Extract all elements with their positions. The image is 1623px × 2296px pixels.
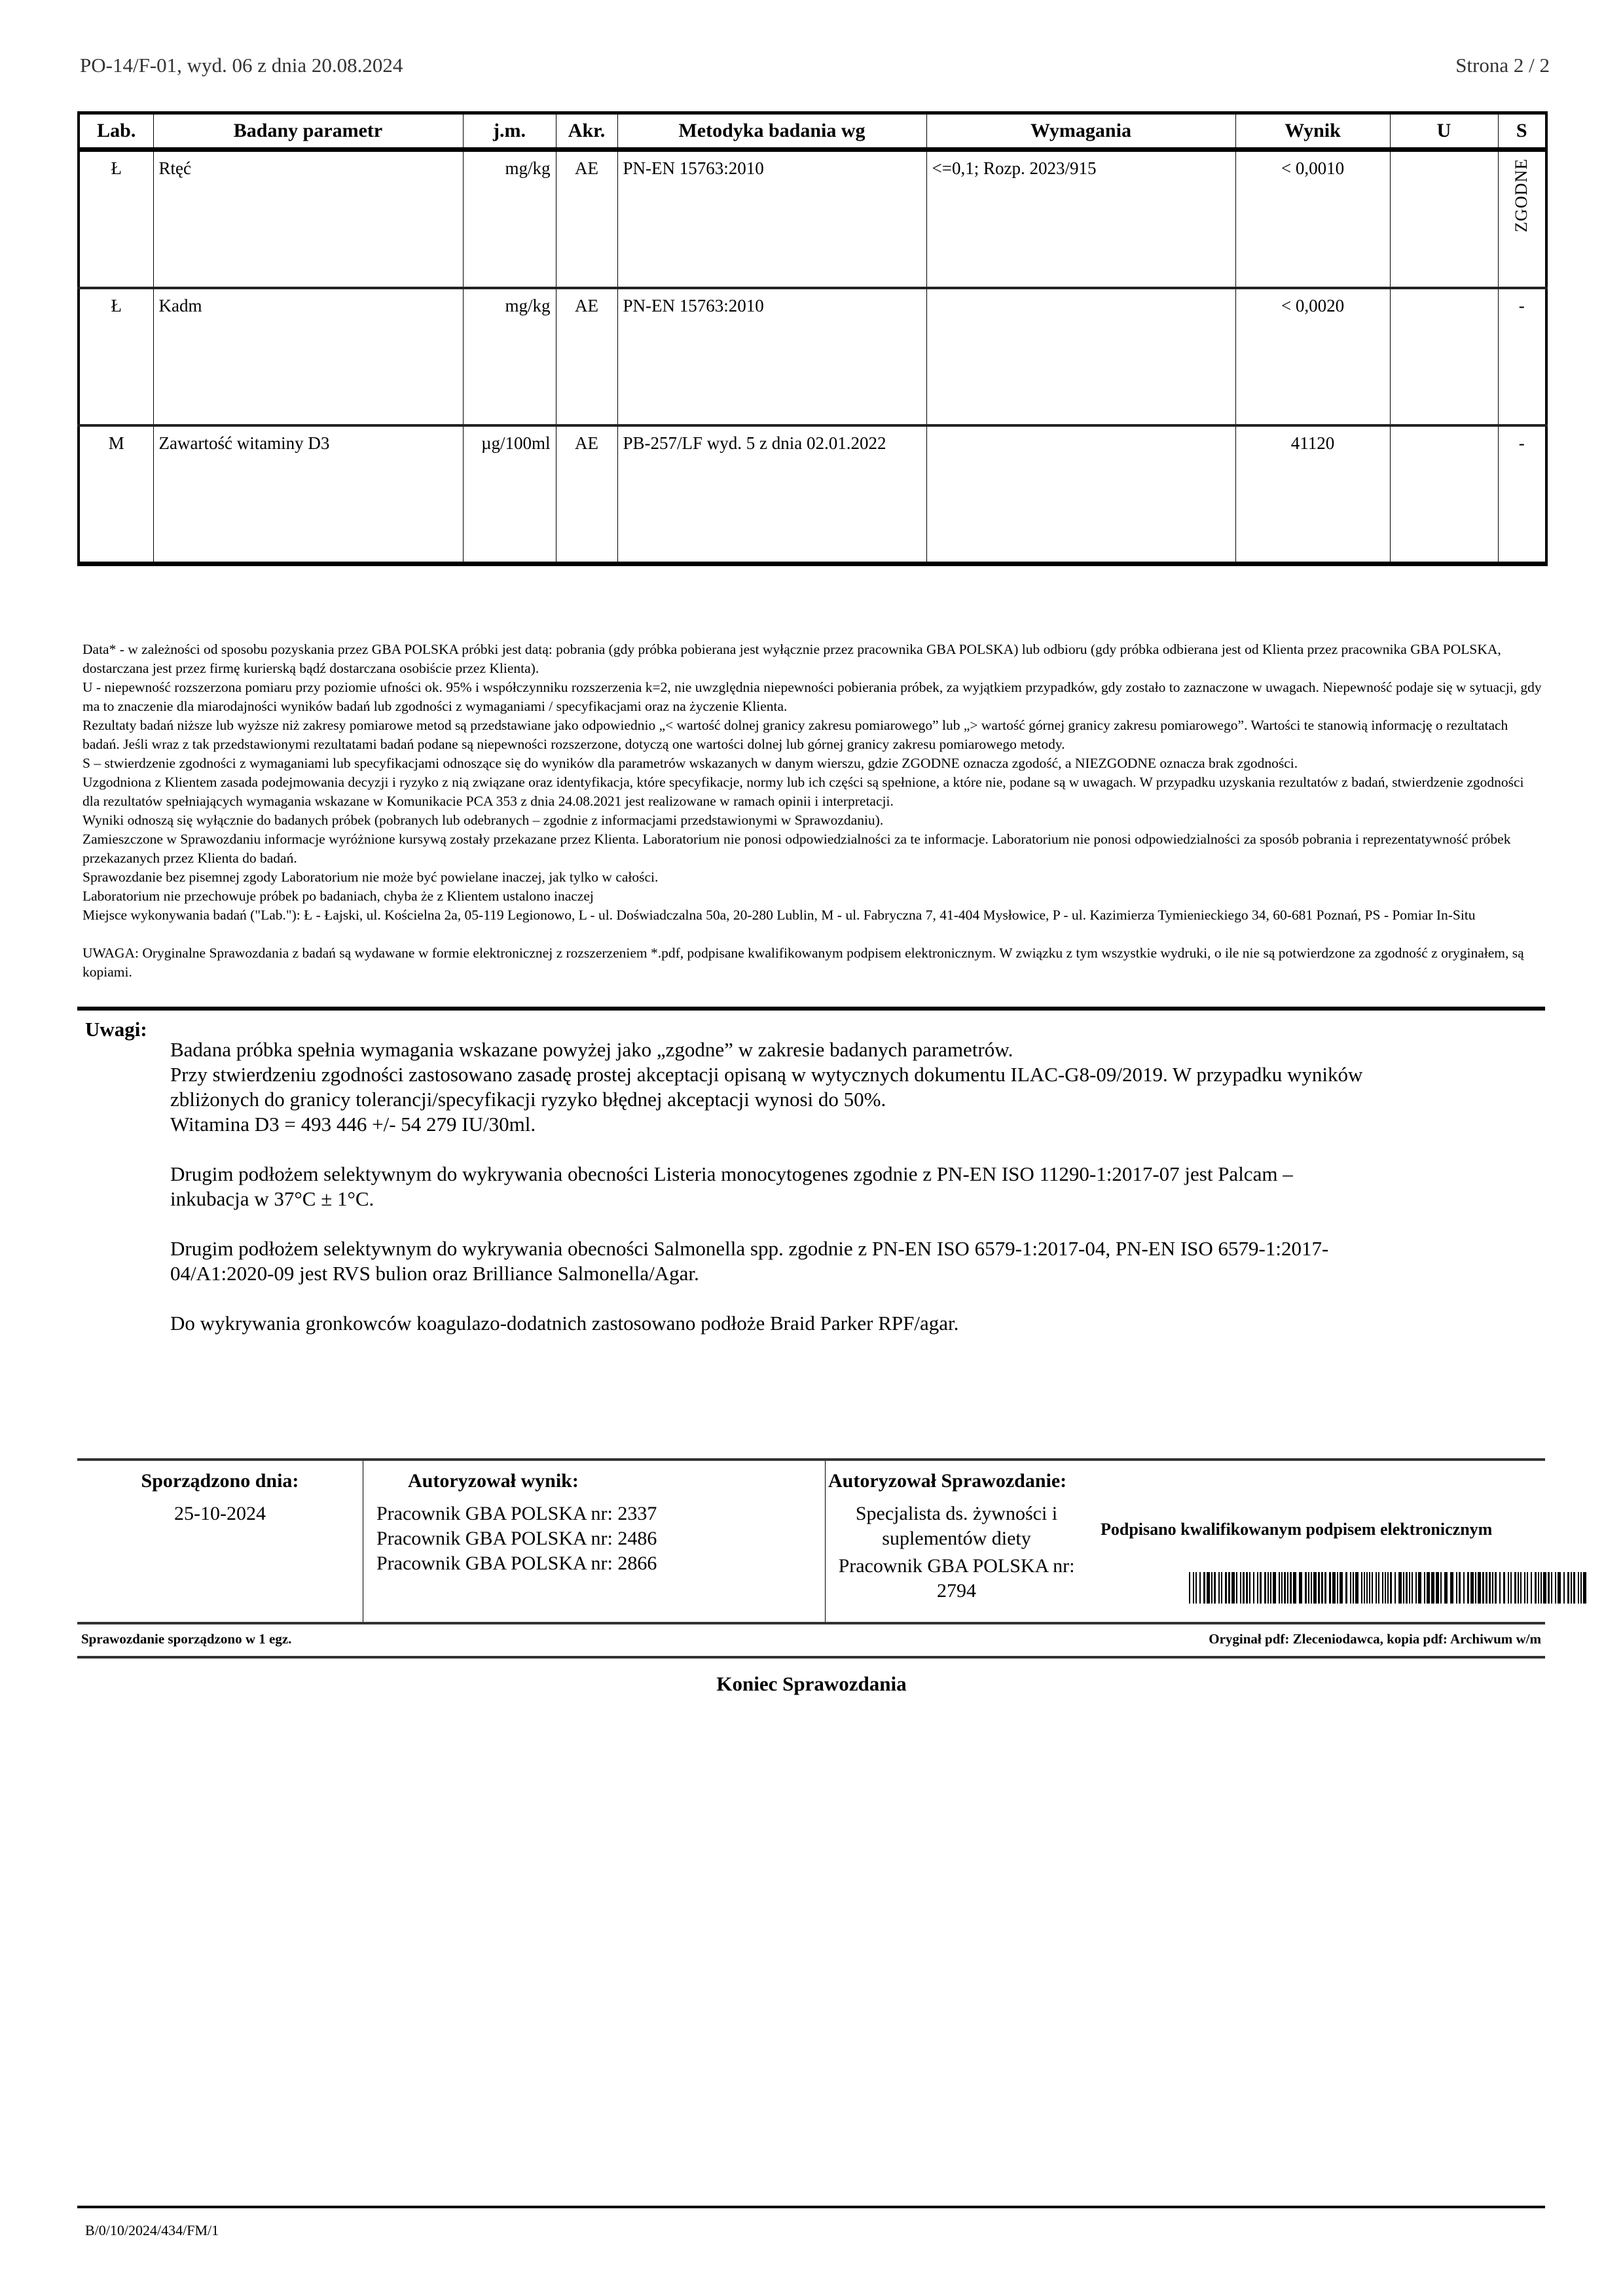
cell-param: Kadm [153,288,463,425]
barcode-bar [1459,1572,1461,1604]
barcode-bar [1207,1572,1210,1604]
col-header-param: Badany parametr [153,113,463,150]
barcode-bar [1361,1572,1362,1604]
barcode-bar [1470,1572,1474,1604]
barcode-bar [1431,1572,1434,1604]
barcode-bar [1467,1572,1469,1604]
barcode-bar [1257,1572,1258,1604]
cell-u [1390,425,1498,564]
note-warning: UWAGA: Oryginalne Sprawozdania z badań są wydawane w formie elektronicznej z rozszerzeniem *.pdf, podpisane kwalifikowanym podpisem elektronicznym. W związku z tym wszystkie wydruki, o ile nie są potwierdzone za zgodność z oryginałem, są kopiami. [82,945,1524,980]
remark-listeria-2: inkubacja w 37°C ± 1°C. [170,1187,374,1210]
prepared-label: Sporządzono dnia: [141,1470,299,1492]
barcode-bar [1246,1572,1248,1604]
cell-param: Zawartość witaminy D3 [153,425,463,564]
signed-electronically: Podpisano kwalifikowanym podpisem elektronicznym [1101,1520,1493,1539]
authorizer-details [826,1501,1087,1604]
barcode-bar [1548,1572,1550,1604]
note-samples: Wyniki odnoszą się wyłącznie do badanych próbek (pobranych lub odebranych – zgodnie z informacjami przedstawionymi w Sprawozdaniu). [82,812,884,828]
prepared-date: 25-10-2024 [174,1503,266,1524]
cell-lab: Ł [79,288,153,425]
barcode-bar [1267,1572,1269,1604]
cell-result: < 0,0010 [1235,150,1390,289]
barcode-bar [1508,1572,1509,1604]
barcode-bar [1329,1572,1331,1604]
barcode-bar [1518,1572,1519,1604]
remarks-label: Uwagi: [85,1018,147,1041]
barcode-bar [1318,1572,1320,1604]
cell-akr: AE [556,288,617,425]
cell-requirements: <=0,1; Rozp. 2023/915 [926,150,1235,289]
note-locations: Miejsce wykonywania badań ("Lab."): Ł - Łajski, ul. Kościelna 2a, 05-119 Legionowo, L - ul. Doświadczalna 50a, 20-280 Lublin, M - ul. Fabryczna 7, 41-404 Mysłowice, P - ul. Kazimierza Tymienieckiego 34, 60-681 Poznań, PS - Pomiar In-Situ [82,907,1476,923]
barcode-bar [1337,1572,1338,1604]
barcode-bar [1563,1572,1565,1604]
barcode-bar [1273,1572,1276,1604]
barcode-bar [1193,1572,1194,1604]
table-row [79,288,1546,425]
cell-s: - [1498,425,1546,564]
remark-salmonella-1: Drugim podłożem selektywnym do wykrywania obecności Salmonella spp. zgodnie z PN-EN ISO 6579-1:2017-04, PN-EN ISO 6579-1:2017- [170,1237,1329,1260]
barcode-bar [1189,1572,1190,1604]
cell-s [1498,150,1546,289]
note-client-info: Zamieszczone w Sprawozdaniu informacje wyróżnione kursywą zostały przekazane przez Klienta. Laboratorium nie ponosi odpowiedzialności za te informacje. Laboratorium nie ponosi odpowiedzialności za sposób pobrania i reprezentatywność próbek przekazanych przez Klienta do badań. [82,831,1511,866]
cell-method: PN-EN 15763:2010 [617,288,926,425]
barcode-bar [1543,1572,1546,1604]
note-copying: Sprawozdanie bez pisemnej zgody Laboratorium nie może być powielane inaczej, jak tylko w całości. [82,869,659,885]
bottom-divider [77,2206,1545,2208]
barcode-bar [1340,1572,1343,1604]
barcode-bar [1395,1572,1396,1604]
barcode-bar [1305,1572,1307,1604]
col-header-akr: Akr. [556,113,617,150]
barcode-bar [1324,1572,1326,1604]
cell-result: < 0,0020 [1235,288,1390,425]
barcode-bar [1444,1572,1448,1604]
col-header-requirements: Wymagania [926,113,1235,150]
barcode-bar [1555,1572,1556,1604]
cell-lab: M [79,425,153,564]
cell-requirements [926,288,1235,425]
cell-akr: AE [556,425,617,564]
col-header-result: Wynik [1235,113,1390,150]
barcode-bar [1409,1572,1410,1604]
barcode-bar [1293,1572,1296,1604]
authorizer-employee: 2794 [937,1580,976,1602]
barcode-bar [1456,1572,1457,1604]
page-number: Strona 2 / 2 [1455,54,1550,77]
barcode-bar [1228,1572,1230,1604]
cell-requirements [926,425,1235,564]
authorizer-employee: Pracownik GBA POLSKA nr: [838,1555,1075,1577]
table-row [79,150,1546,289]
barcode-bar [1353,1572,1354,1604]
barcode-bar [1240,1572,1241,1604]
authorizer-role: Specjalista ds. żywności i [855,1503,1058,1524]
barcode-bar [1495,1572,1497,1604]
prepared-column [77,1461,363,1622]
barcode-bar [1281,1572,1283,1604]
barcode-bar [1535,1572,1537,1604]
barcode-bar [1199,1572,1201,1604]
barcode-bar [1366,1572,1368,1604]
barcode-bar [1243,1572,1245,1604]
cell-u [1390,150,1498,289]
cell-s: - [1498,288,1546,425]
barcode-bar [1482,1572,1484,1604]
barcode-bar [1424,1572,1425,1604]
note-data: Data* - w zależności od sposobu pozyskania przez GBA POLSKA próbki jest datą: pobrania (gdy próbka pobierana jest wyłącznie przez pracownika GBA POLSKA) lub odbioru (gdy próbka odbierana jest od Klienta przez pracownika GBA POLSKA, dostarczana jest przez firmę kurierską bądź dostarczana osobiście przez Klienta). [82,641,1501,676]
barcode-bar [1524,1572,1525,1604]
barcode-bar [1541,1572,1542,1604]
barcode-bar [1503,1572,1505,1604]
barcode-bar [1538,1572,1539,1604]
barcode-bar [1211,1572,1213,1604]
barcode-bar [1499,1572,1501,1604]
cell-u [1390,288,1498,425]
barcode-bar [1418,1572,1421,1604]
barcode-bar [1398,1572,1402,1604]
table-row [79,425,1546,564]
barcode-bar [1390,1572,1392,1604]
authorized-employee: Pracownik GBA POLSKA nr: 2337 [376,1503,657,1524]
barcode-bar [1403,1572,1404,1604]
remark-conformity: Badana próbka spełnia wymagania wskazane powyżej jako „zgodne” w zakresie badanych parametrów. [170,1038,1013,1061]
barcode-bar [1253,1572,1254,1604]
barcode-bar [1580,1572,1582,1604]
barcode-bar [1290,1572,1292,1604]
barcode-bar [1372,1572,1373,1604]
barcode-bar [1385,1572,1386,1604]
barcode-bar [1406,1572,1408,1604]
note-ranges: Rezultaty badań niższe lub wyższe niż zakresy pomiarowe metod są przedstawiane jako odpowiednio „< wartość dolnej granicy zakresu pomiarowego” lub „> wartość górnej granicy zakresu pomiarowego”. Wartości te stanowią informację o rezultatach badań. Jeśli wraz z tak przedstawionymi rezultatami badań podane są niepewności rozszerzone, dotyczą one wartości dolnej lub górnej granicy zakresu pomiarowego metody. [82,717,1508,752]
barcode-bar [1573,1572,1575,1604]
distribution-note: Oryginał pdf: Zleceniodawca, kopia pdf: Archiwum w/m [1209,1631,1541,1647]
barcode-bar [1311,1572,1312,1604]
barcode-bar [1355,1572,1359,1604]
results-table [77,111,1548,566]
barcode-bar [1364,1572,1365,1604]
cell-unit: mg/kg [463,288,556,425]
remarks-body [170,1037,1480,1336]
barcode-bar [1249,1572,1250,1604]
authorized-result-column [363,1461,826,1622]
col-header-s: S [1498,113,1546,150]
footer-row [77,1622,1545,1659]
form-id: PO-14/F-01, wyd. 06 z dnia 20.08.2024 [80,54,403,77]
barcode-bar [1345,1572,1347,1604]
end-of-report: Koniec Sprawozdania [716,1672,907,1695]
table-header-row [79,113,1546,150]
barcode-bar [1510,1572,1512,1604]
barcode-bar [1387,1572,1389,1604]
remark-listeria-1: Drugim podłożem selektywnym do wykrywania obecności Listeria monocytogenes zgodnie z PN-EN ISO 11290-1:2017-07 jest Palcam – [170,1162,1293,1185]
barcode-bar [1489,1572,1491,1604]
barcode-bar [1382,1572,1383,1604]
cell-method: PN-EN 15763:2010 [617,150,926,289]
barcode-bar [1520,1572,1522,1604]
col-header-method: Metodyka badania wg [617,113,926,150]
authorizer-role: suplementów diety [882,1528,1031,1549]
note-conformity: S – stwierdzenie zgodności z wymaganiami lub specyfikacjami odnoszące się do wyników dla parametrów wskazanych w danym wierszu, gdzie ZGODNE oznacza zgodość, a NIEZGODNE oznacza brak zgodności. [82,755,1298,771]
barcode-bar [1440,1572,1442,1604]
cell-method: PB-257/LF wyd. 5 z dnia 02.01.2022 [617,425,926,564]
authorized-report-column [826,1461,1545,1622]
barcode-bar [1450,1572,1453,1604]
barcode-bar [1203,1572,1205,1604]
barcode-bar [1264,1572,1266,1604]
barcode-bar [1412,1572,1413,1604]
conformity-label: ZGODNE [1512,158,1531,232]
barcode-bar [1195,1572,1197,1604]
note-decision-rule: Uzgodniona z Klientem zasada podejmowania decyzji i ryzyko z nią związane oraz identyfikacja, które specyfikacje, normy lub ich części są spełnione, a które nie, podane są w uwagach. W przypadku uzyskania rezultatów z badań, stwierdzenie zgodności dla rezultatów spełniających wymagania wskazane w Komunikacie PCA 353 z dnia 24.08.2021 jest realizowane w ramach opinii i interpretacji. [82,774,1524,809]
barcode-bar [1313,1572,1317,1604]
barcode-bar [1321,1572,1323,1604]
authorized-employee: Pracownik GBA POLSKA nr: 2866 [376,1552,657,1574]
barcode-bar [1571,1572,1572,1604]
section-divider [77,1007,1545,1011]
barcode-bar [1478,1572,1481,1604]
barcode-bar [1231,1572,1235,1604]
barcode-bar [1308,1572,1309,1604]
barcode-bar [1299,1572,1302,1604]
cell-lab: Ł [79,150,153,289]
legal-notes [82,640,1542,982]
barcode-bar [1492,1572,1493,1604]
barcode-bar [1236,1572,1237,1604]
barcode-bar [1287,1572,1288,1604]
barcode-bar [1436,1572,1439,1604]
remark-rule-1: Przy stwierdzeniu zgodności zastosowano zasadę prostej akceptacji opisaną w wytycznych dokumentu ILAC-G8-09/2019. W przypadku wyników [170,1063,1363,1086]
barcode-bar [1486,1572,1487,1604]
cell-param: Rtęć [153,150,463,289]
barcode-bar [1350,1572,1351,1604]
col-header-u: U [1390,113,1498,150]
barcode-bar [1378,1572,1379,1604]
barcode-bar [1558,1572,1561,1604]
col-header-lab: Lab. [79,113,153,150]
barcode-bar [1415,1572,1417,1604]
note-storage: Laboratorium nie przechowuje próbek po badaniach, chyba że z Klientem ustalono inaczej [82,888,594,904]
barcode-bar [1475,1572,1476,1604]
document-code: B/0/10/2024/434/FM/1 [85,2222,219,2238]
barcode-bar [1463,1572,1465,1604]
barcode-bar [1531,1572,1532,1604]
barcode-bar [1279,1572,1280,1604]
remark-staph: Do wykrywania gronkowców koagulazo-dodatnich zastosowano podłoże Braid Parker RPF/agar. [170,1312,959,1335]
barcode-bar [1218,1572,1220,1604]
barcode-bar [1578,1572,1579,1604]
cell-unit: mg/kg [463,150,556,289]
cell-unit: µg/100ml [463,425,556,564]
signature-box [77,1458,1545,1624]
barcode-bar [1214,1572,1216,1604]
barcode-bar [1514,1572,1516,1604]
authorized-report-label: Autoryzował Sprawozdanie: [828,1470,1067,1492]
cell-akr: AE [556,150,617,289]
note-uncertainty: U - niepewność rozszerzona pomiaru przy poziomie ufności ok. 95% i współczynniku rozszerzenia k=2, nie uwzględnia niepewności pobierania próbek, za wyjątkiem przypadków, gdy zostało to zaznaczone w uwagach. Niepewność podaje się w sytuacji, gdy ma to znaczenie dla miarodajności wyników badań lub zgodności z wymaganiami / specyfikacjami oraz na życzenie Klienta. [82,679,1542,714]
barcode-bar [1332,1572,1336,1604]
col-header-unit: j.m. [463,113,556,150]
barcode-icon [1189,1572,1588,1604]
barcode-bar [1527,1572,1528,1604]
barcode-bar [1284,1572,1286,1604]
remark-vitamin: Witamina D3 = 493 446 +/- 54 279 IU/30ml. [170,1113,536,1136]
barcode-bar [1583,1572,1586,1604]
authorized-result-label: Autoryzował wynik: [408,1470,579,1492]
barcode-bar [1369,1572,1370,1604]
barcode-bar [1567,1572,1569,1604]
barcode-bar [1221,1572,1222,1604]
copies-note: Sprawozdanie sporządzono w 1 egz. [81,1631,292,1647]
barcode-bar [1260,1572,1262,1604]
authorized-employee: Pracownik GBA POLSKA nr: 2486 [376,1528,657,1549]
remark-salmonella-2: 04/A1:2020-09 jest RVS bulion oraz Brilliance Salmonella/Agar. [170,1262,699,1285]
remark-rule-2: zbliżonych do granicy tolerancji/specyfikacji ryzyko błędnej akceptacji wynosi do 50%. [170,1088,886,1111]
barcode-bar [1270,1572,1271,1604]
cell-result: 41120 [1235,425,1390,564]
barcode-bar [1551,1572,1552,1604]
barcode-bar [1225,1572,1227,1604]
barcode-bar [1376,1572,1377,1604]
barcode-bar [1427,1572,1430,1604]
